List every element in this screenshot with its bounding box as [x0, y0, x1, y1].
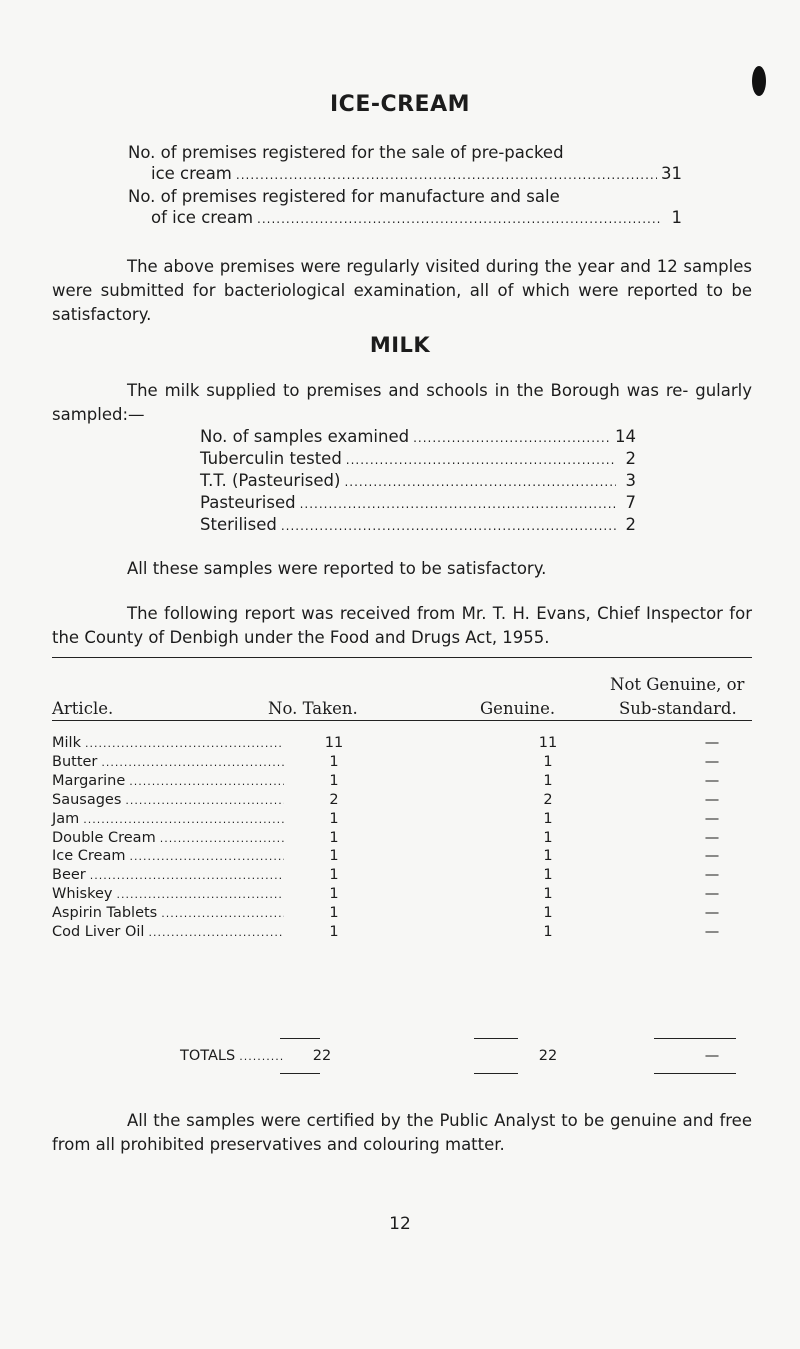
row-article: Whiskey — [52, 886, 113, 903]
report-intro: The following report was received from Mr. T. H. Evans, Chief Inspector for the County of Denbigh under the Food and Drugs Act, 1955. — [52, 604, 752, 647]
row-not-genuine: — — [704, 772, 720, 789]
closing-paragraph: All the samples were certified by the Public Analyst to be genuine and free from all prohibited preservatives and colouring matter. — [52, 1111, 752, 1154]
milk-list-item: Sterilised ..... 2 — [200, 514, 636, 537]
leader-dots — [300, 493, 616, 515]
row-article: Jam — [52, 810, 80, 827]
row-taken: 2 — [329, 791, 339, 808]
row-article-cell — [52, 829, 284, 848]
row-not-genuine: — — [704, 848, 720, 865]
totals-taken: 22 — [312, 1048, 332, 1064]
row-article-cell — [52, 753, 284, 772]
table-row — [52, 847, 752, 866]
totals-row — [52, 1047, 752, 1066]
row-not-genuine: — — [704, 753, 720, 770]
table-row — [52, 866, 752, 885]
row-article-cell — [52, 866, 284, 885]
table-row — [52, 829, 752, 848]
ice-cream-paragraph: The above premises were regularly visited during the year and 12 samples were submitted for bacteriological examination, all of which were reported to be satisfactory. — [52, 257, 752, 324]
row-article: Ice Cream — [52, 848, 126, 865]
ice-cream-item-value: 31 — [661, 164, 682, 183]
row-not-genuine: — — [704, 810, 720, 827]
leader-dots — [413, 427, 611, 449]
leader-dots — [344, 471, 616, 493]
ice-cream-heading: ICE-CREAM — [329, 92, 471, 117]
row-not-genuine: — — [704, 905, 720, 922]
ice-cream-item-line1: No. of premises registered for manufacture and sale — [128, 187, 560, 206]
totals-not-genuine: — — [704, 1048, 720, 1064]
totals-genuine: 22 — [538, 1048, 558, 1064]
leader-dots — [281, 515, 616, 537]
table-row — [52, 753, 752, 772]
header-taken: No. Taken. — [268, 699, 358, 718]
leader-dots — [85, 734, 284, 753]
row-genuine: 1 — [543, 848, 553, 865]
table-header-rule — [52, 720, 752, 721]
leader-dots — [148, 923, 284, 942]
row-not-genuine: — — [704, 867, 720, 884]
leader-dots — [160, 829, 284, 848]
leader-dots — [257, 208, 662, 230]
table-row — [52, 791, 752, 810]
leader-dots — [125, 791, 284, 810]
leader-dots — [101, 753, 284, 772]
row-genuine: 1 — [543, 772, 553, 789]
leader-dots — [83, 810, 284, 829]
sum-rule — [654, 1073, 736, 1074]
row-article-cell — [52, 772, 284, 791]
row-not-genuine: — — [704, 829, 720, 846]
milk-heading: MILK — [369, 333, 431, 357]
row-not-genuine: — — [704, 886, 720, 903]
page-number: 12 — [389, 1214, 411, 1234]
row-article: Butter — [52, 753, 98, 770]
row-taken: 1 — [329, 753, 339, 770]
row-genuine: 2 — [543, 791, 553, 808]
row-genuine: 1 — [543, 924, 553, 940]
header-genuine: Genuine. — [480, 699, 556, 718]
table-row — [52, 734, 752, 753]
milk-list-item: Pasteurised ..... 7 — [200, 492, 636, 515]
row-taken: 1 — [329, 924, 339, 940]
row-article-cell — [52, 810, 284, 829]
leader-dots — [239, 1047, 285, 1066]
sum-rule — [280, 1038, 320, 1039]
table-row — [52, 810, 752, 829]
leader-dots — [90, 866, 284, 885]
leader-dots — [346, 449, 616, 471]
row-taken: 1 — [329, 867, 339, 884]
row-taken: 1 — [329, 905, 339, 922]
ice-cream-item-line2: ice cream — [151, 164, 232, 183]
ice-cream-item-line2: of ice cream — [151, 208, 254, 227]
milk-list-item: No. of samples examined ..... 14 — [200, 426, 636, 449]
leader-dots — [129, 847, 284, 866]
leader-dots — [129, 772, 284, 791]
table-row — [52, 904, 752, 923]
row-article-cell — [52, 847, 284, 866]
row-not-genuine: — — [704, 735, 720, 751]
row-taken: 11 — [324, 735, 344, 751]
row-article: Aspirin Tablets — [52, 905, 158, 922]
sum-rule — [474, 1038, 518, 1039]
milk-intro: The milk supplied to premises and schools in the Borough was re- gularly sampled:— — [52, 381, 752, 424]
row-taken: 1 — [329, 810, 339, 827]
milk-list-item: T.T. (Pasteurised) ..... 3 — [200, 470, 636, 493]
row-genuine: 1 — [543, 867, 553, 884]
header-article: Article. — [52, 699, 114, 718]
row-genuine: 1 — [543, 753, 553, 770]
leader-dots — [117, 885, 285, 904]
row-article-cell — [52, 904, 284, 923]
row-genuine: 1 — [543, 905, 553, 922]
table-row — [52, 923, 752, 942]
sum-rule — [280, 1073, 320, 1074]
row-taken: 1 — [329, 829, 339, 846]
header-not-genuine-line2: Sub-standard. — [619, 699, 737, 718]
row-genuine: 1 — [543, 810, 553, 827]
ice-cream-item-line1: No. of premises registered for the sale of pre-packed — [128, 143, 564, 162]
header-not-genuine-line1: Not Genuine, or — [610, 675, 745, 694]
row-taken: 1 — [329, 772, 339, 789]
row-article-cell — [52, 791, 284, 810]
row-taken: 1 — [329, 886, 339, 903]
row-not-genuine: — — [704, 924, 720, 940]
milk-satisfactory: All these samples were reported to be satisfactory. — [127, 559, 547, 578]
leader-dots — [161, 904, 284, 923]
row-genuine: 1 — [543, 829, 553, 846]
totals-label: TOTALS — [180, 1048, 236, 1064]
row-genuine: 11 — [538, 735, 558, 751]
row-article: Milk — [52, 735, 81, 751]
table-row — [52, 885, 752, 904]
row-not-genuine: — — [704, 791, 720, 808]
milk-list-item: Tuberculin tested ..... 2 — [200, 448, 636, 471]
row-taken: 1 — [329, 848, 339, 865]
row-article-cell — [52, 734, 284, 753]
row-article-cell — [52, 923, 284, 942]
sum-rule — [474, 1073, 518, 1074]
leader-dots — [236, 164, 657, 186]
row-article: Beer — [52, 867, 86, 884]
row-article: Sausages — [52, 791, 122, 808]
ice-cream-item-value: 1 — [671, 208, 682, 227]
table-row — [52, 772, 752, 791]
row-article: Double Cream — [52, 829, 156, 846]
sum-rule — [654, 1038, 736, 1039]
table-top-rule — [52, 657, 752, 658]
row-genuine: 1 — [543, 886, 553, 903]
row-article-cell — [52, 885, 284, 904]
row-article: Margarine — [52, 772, 126, 789]
row-article: Cod Liver Oil — [52, 924, 145, 940]
